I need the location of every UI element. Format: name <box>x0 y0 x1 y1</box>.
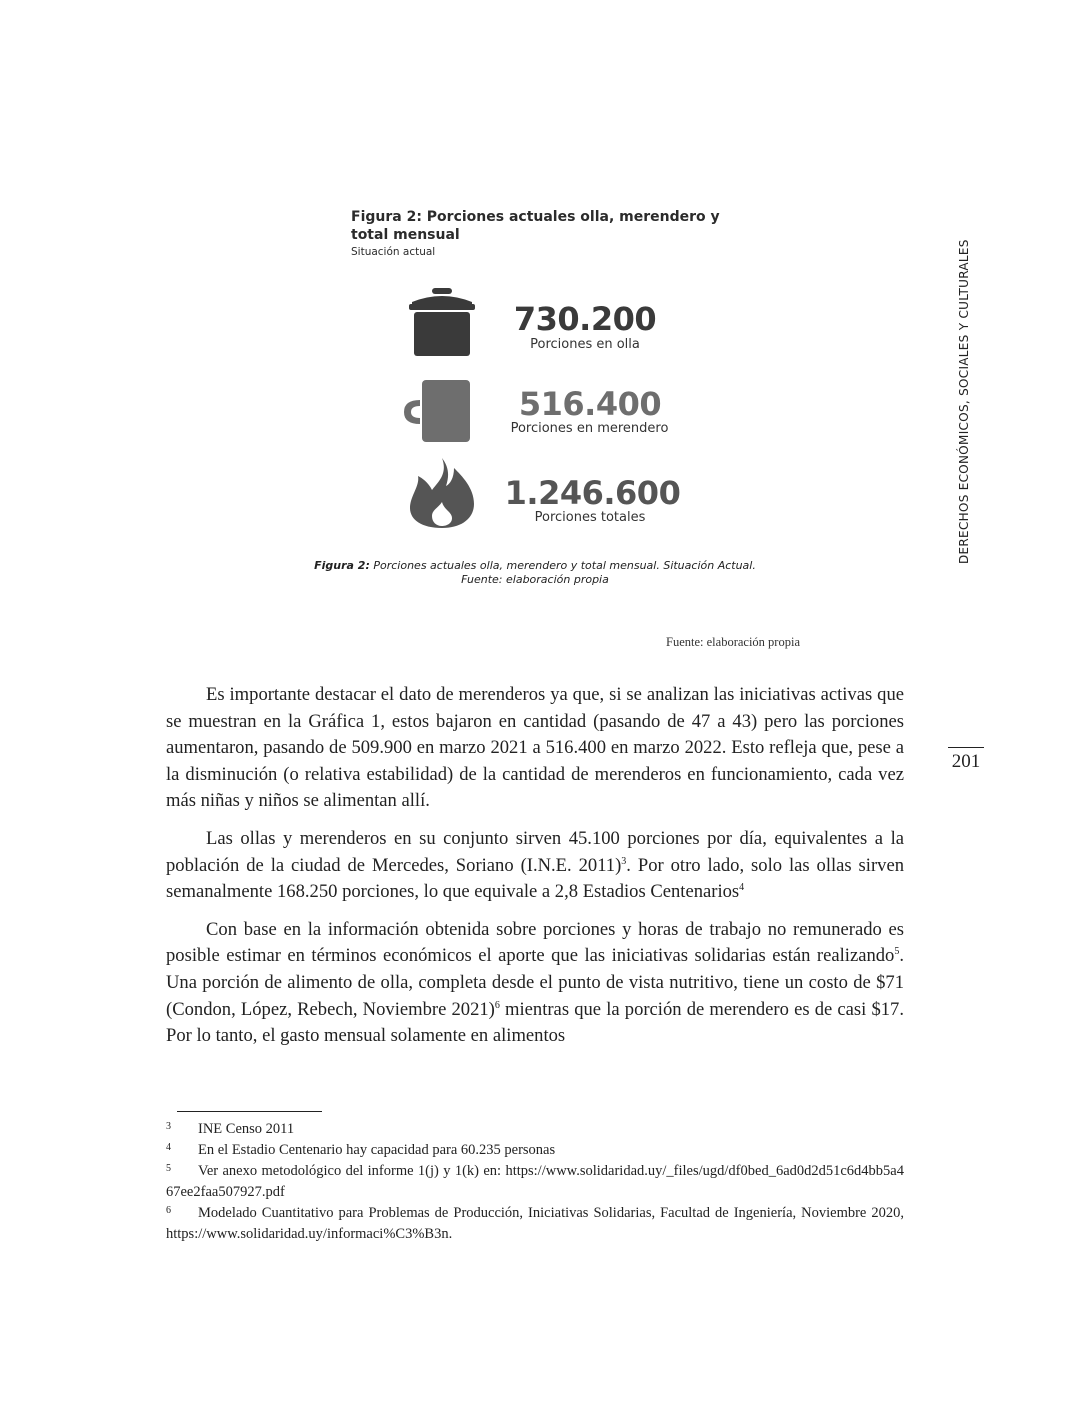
figure-caption-source: Fuente: elaboración propia <box>461 573 609 586</box>
footnote-mark: 4 <box>166 1142 171 1153</box>
footnote-link-text[interactable]: Ver anexo metodológico del informe 1(j) y 1(k) en: https://www.solidaridad.uy/_files/ugd/df0bed_6ad0d2d51c6d4bb5a467ee2faa507927.pdf <box>166 1163 904 1200</box>
footnote-text: En el Estadio Centenario hay capacidad para 60.235 personas <box>198 1142 556 1158</box>
source-note: Fuente: elaboración propia <box>666 635 800 649</box>
figure-caption-label: Figura 2: <box>314 559 370 572</box>
footnote-ref-4: 4 <box>739 881 745 893</box>
footnote-mark: 5 <box>166 1163 171 1174</box>
figure-subtitle: Situación actual <box>351 246 436 258</box>
stat-total-value: 1.246.600 <box>504 474 681 512</box>
footnote-4 <box>166 1140 904 1161</box>
footnote-6 <box>166 1203 904 1245</box>
footnote-mark: 6 <box>166 1205 171 1216</box>
footnote-ref-5: 5 <box>894 946 900 958</box>
footnote-mark: 3 <box>166 1121 171 1132</box>
footnote-3 <box>166 1119 904 1140</box>
figure-caption-text: Porciones actuales olla, merendero y total mensual. Situación Actual. <box>369 559 756 572</box>
paragraph-3-text-b: . Una porción de alimento de olla, completa desde el punto de vista nutritivo, tiene un costo de $71 (Condon, López, Rebech, Noviembre 2021) <box>166 945 904 1020</box>
running-header-text: DERECHOS ECONÓMICOS, SOCIALES Y CULTURALES <box>957 239 971 564</box>
footnote-5 <box>166 1161 904 1203</box>
stat-merendero-value: 516.400 <box>518 385 662 423</box>
page-number: 201 <box>951 751 981 772</box>
paragraph-2 <box>166 826 904 906</box>
pot-icon <box>406 286 478 358</box>
page-number-rule <box>948 747 984 748</box>
body-text <box>166 682 904 1061</box>
paragraph-2-text-a: Las ollas y merenderos en su conjunto sirven 45.100 porciones por día, equivalentes a la población de la ciudad de Mercedes, Soriano (I.N.E. 2011) <box>166 827 904 876</box>
footnote-ref-6: 6 <box>494 999 500 1011</box>
flame-icon <box>408 456 476 530</box>
stat-olla-value: 730.200 <box>513 300 657 338</box>
running-header <box>954 239 974 564</box>
footnotes <box>166 1119 904 1245</box>
stat-total-label: Porciones totales <box>534 510 646 525</box>
figure-title: Figura 2: Porciones actuales olla, merendero y total mensual <box>351 209 720 243</box>
footnote-text: Modelado Cuantitativo para Problemas de Producción, Iniciativas Solidarias, Facultad de Ingeniería, Noviembre 2020, https://www.solidaridad.uy/informaci%C3%B3n. <box>166 1205 904 1242</box>
mug-icon <box>402 378 474 444</box>
paragraph-3 <box>166 917 904 1050</box>
stat-merendero-label: Porciones en merendero <box>510 421 669 436</box>
paragraph-3-text-a: Con base en la información obtenida sobre porciones y horas de trabajo no remunerado es posible estimar en términos económicos el aporte que las iniciativas solidarias están realizando <box>166 918 904 967</box>
stat-olla-label: Porciones en olla <box>530 337 640 352</box>
footnote-rule <box>177 1111 322 1112</box>
footnote-ref-3: 3 <box>621 855 627 867</box>
paragraph-1: Es importante destacar el dato de merenderos ya que, si se analizan las iniciativas activas que se muestran en la Gráfica 1, estos bajaron en cantidad (pasando de 47 a 43) pero las porciones aumentaron, pasando de 509.900 en marzo 2021 a 516.400 en marzo 2022. Esto refleja que, pese a la disminución (o relativa estabilidad) de la cantidad de merenderos en funcionamiento, cada vez más niñas y niños se alimentan allí. <box>166 684 904 812</box>
figure-caption <box>300 559 770 587</box>
footnote-text: INE Censo 2011 <box>198 1121 295 1137</box>
paragraph-3-text-c: mientras que la porción de merendero es de casi $17. Por lo tanto, el gasto mensual solamente en alimentos <box>166 998 905 1047</box>
paragraph-2-text-b: . Por otro lado, solo las ollas sirven semanalmente 168.250 porciones, lo que equivale a 2,8 Estadios Centenarios <box>166 854 905 903</box>
